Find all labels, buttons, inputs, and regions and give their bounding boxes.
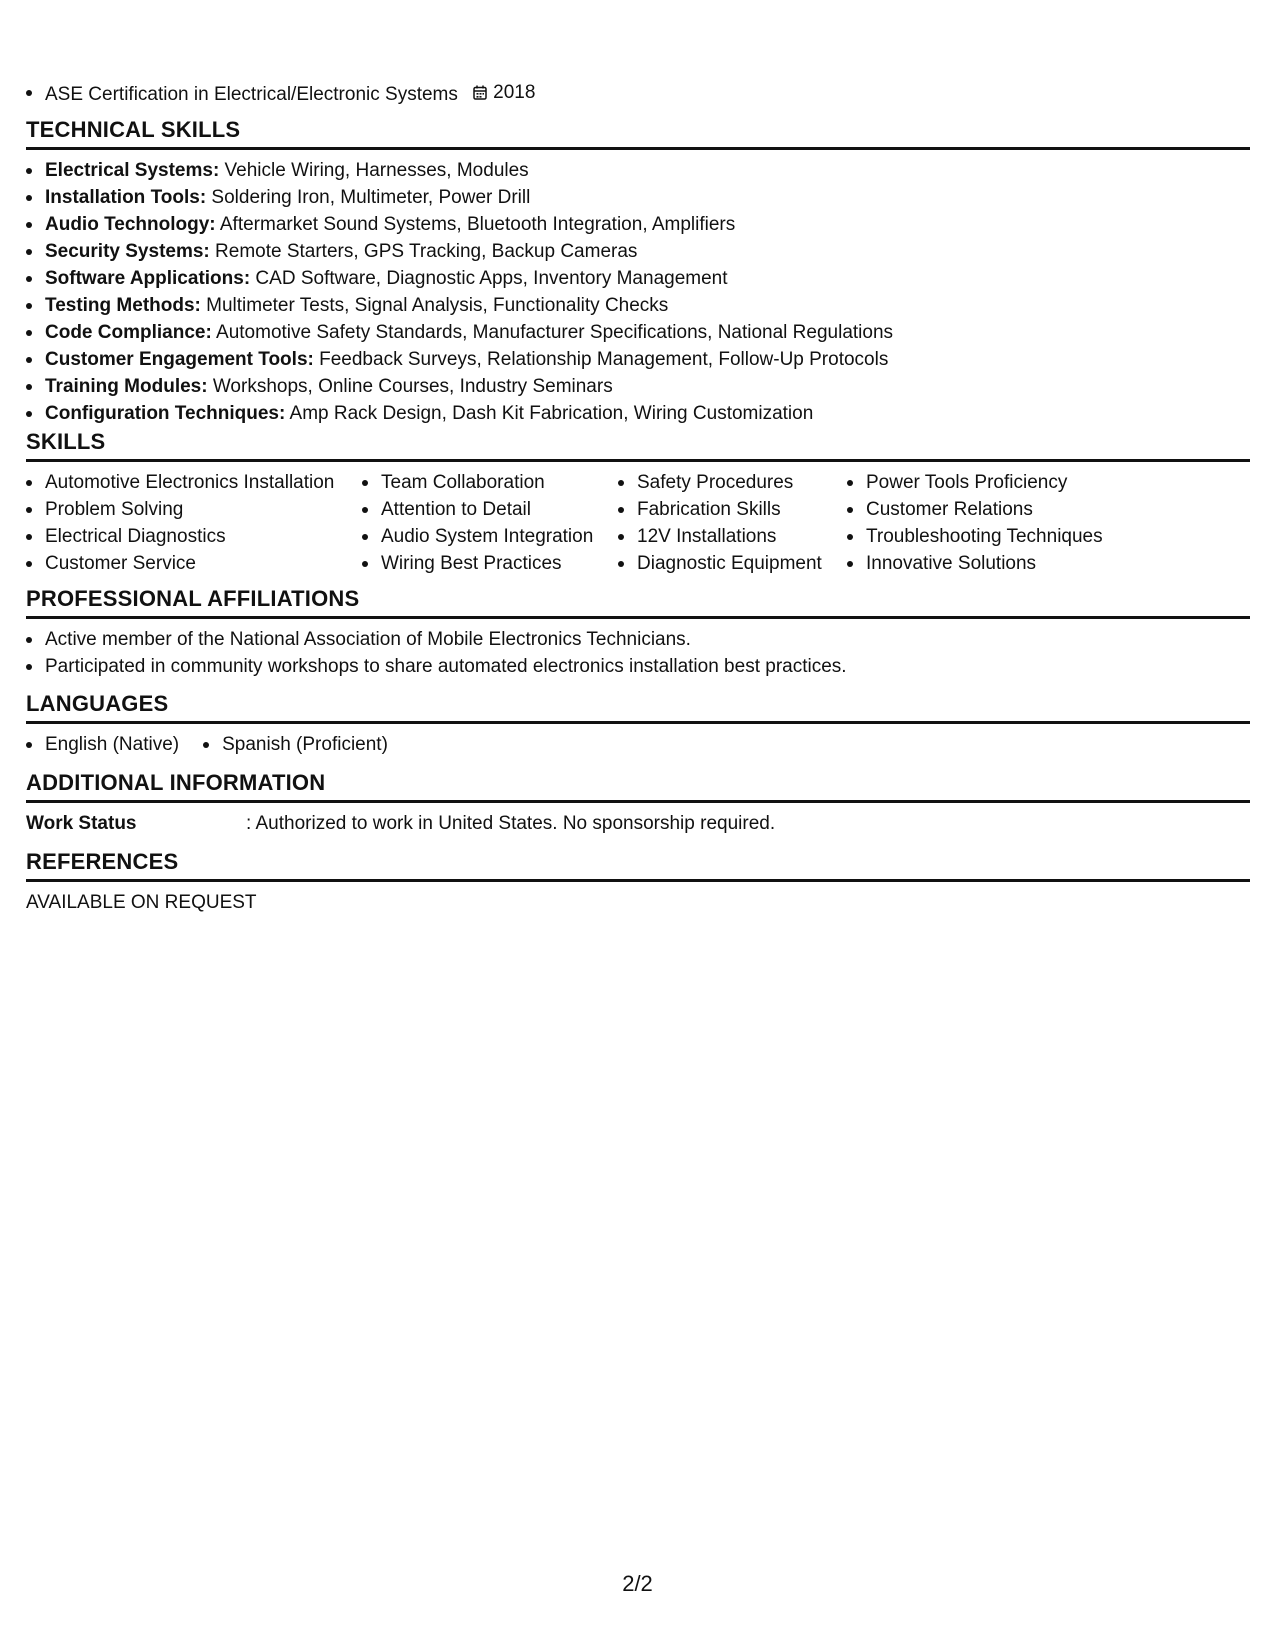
technical-skill-item [26,265,1250,292]
section-heading-affiliations: PROFESSIONAL AFFILIATIONS [26,586,1250,619]
technical-skill-item [26,211,1250,238]
skill-item: Power Tools Proficiency [847,469,1127,496]
technical-skill-value: Soldering Iron, Multimeter, Power Drill [206,187,531,208]
skill-item: 12V Installations [618,523,847,550]
skill-item: Safety Procedures [618,469,847,496]
section-heading-technical-skills: TECHNICAL SKILLS [26,117,1250,150]
technical-skill-label: Installation Tools: [45,187,207,208]
technical-skill-value: Multimeter Tests, Signal Analysis, Functionality Checks [200,295,669,316]
skill-item: Audio System Integration [362,523,618,550]
skill-item: Wiring Best Practices [362,550,618,577]
skill-item: Fabrication Skills [618,496,847,523]
technical-skill-item [26,238,1250,265]
references-text: AVAILABLE ON REQUEST [26,892,257,913]
section-heading-additional-info: ADDITIONAL INFORMATION [26,770,1250,803]
skill-item: Attention to Detail [362,496,618,523]
skills-column [847,469,1127,577]
work-status-value: : Authorized to work in United States. No sponsorship required. [246,813,776,834]
certification-item [26,79,535,108]
technical-skill-value: CAD Software, Diagnostic Apps, Inventory Management [250,268,728,289]
skill-item: Team Collaboration [362,469,618,496]
skill-item: Electrical Diagnostics [26,523,362,550]
technical-skill-value: Remote Starters, GPS Tracking, Backup Cameras [209,241,638,262]
technical-skill-label: Electrical Systems: [45,160,220,181]
technical-skill-value: Workshops, Online Courses, Industry Seminars [207,376,613,397]
technical-skill-item [26,184,1250,211]
skill-item: Troubleshooting Techniques [847,523,1127,550]
technical-skill-label: Training Modules: [45,376,208,397]
references-section [26,849,1250,916]
technical-skill-item [26,292,1250,319]
certification-date [473,79,535,106]
technical-skill-label: Testing Methods: [45,295,201,316]
skills-section [26,429,1250,577]
skill-item: Innovative Solutions [847,550,1127,577]
technical-skills-list [26,157,1250,427]
technical-skills-section [26,117,1250,427]
technical-skill-item [26,346,1250,373]
skill-item: Customer Service [26,550,362,577]
technical-skill-label: Audio Technology: [45,214,216,235]
technical-skill-item [26,400,1250,427]
work-status-row [26,810,1250,837]
skills-column [26,469,362,577]
technical-skill-label: Configuration Techniques: [45,403,286,424]
certification-text: ASE Certification in Electrical/Electronic Systems [45,84,458,105]
technical-skill-value: Aftermarket Sound Systems, Bluetooth Integration, Amplifiers [215,214,736,235]
section-heading-references: REFERENCES [26,849,1250,882]
language-item: English (Native) [26,731,179,758]
skill-item: Customer Relations [847,496,1127,523]
affiliations-list [26,626,1250,680]
language-item: Spanish (Proficient) [203,731,388,758]
technical-skill-value: Amp Rack Design, Dash Kit Fabrication, Wiring Customization [285,403,814,424]
technical-skill-value: Automotive Safety Standards, Manufacturer Specifications, National Regulations [211,322,894,343]
technical-skill-value: Vehicle Wiring, Harnesses, Modules [219,160,529,181]
calendar-icon [473,85,487,100]
languages-list [26,731,1250,758]
affiliation-item: Participated in community workshops to share automated electronics installation best practices. [26,653,1250,680]
skill-item: Problem Solving [26,496,362,523]
additional-info-section [26,770,1250,837]
section-heading-languages: LANGUAGES [26,691,1250,724]
affiliation-item: Active member of the National Association of Mobile Electronics Technicians. [26,626,1250,653]
technical-skill-item [26,373,1250,400]
affiliations-section [26,586,1250,680]
skills-grid [26,469,1250,577]
technical-skill-item [26,157,1250,184]
skill-item: Diagnostic Equipment [618,550,847,577]
languages-section [26,691,1250,758]
technical-skill-label: Code Compliance: [45,322,212,343]
skill-item: Automotive Electronics Installation [26,469,362,496]
certification-year: 2018 [493,82,536,103]
technical-skill-label: Security Systems: [45,241,210,262]
certification-list [26,79,535,108]
page-number: 2/2 [622,1571,653,1596]
technical-skill-item [26,319,1250,346]
technical-skill-label: Customer Engagement Tools: [45,349,314,370]
section-heading-skills: SKILLS [26,429,1250,462]
skills-column [618,469,847,577]
technical-skill-label: Software Applications: [45,268,251,289]
technical-skill-value: Feedback Surveys, Relationship Management, Follow-Up Protocols [313,349,889,370]
work-status-label: Work Status [26,813,137,834]
skills-column [362,469,618,577]
